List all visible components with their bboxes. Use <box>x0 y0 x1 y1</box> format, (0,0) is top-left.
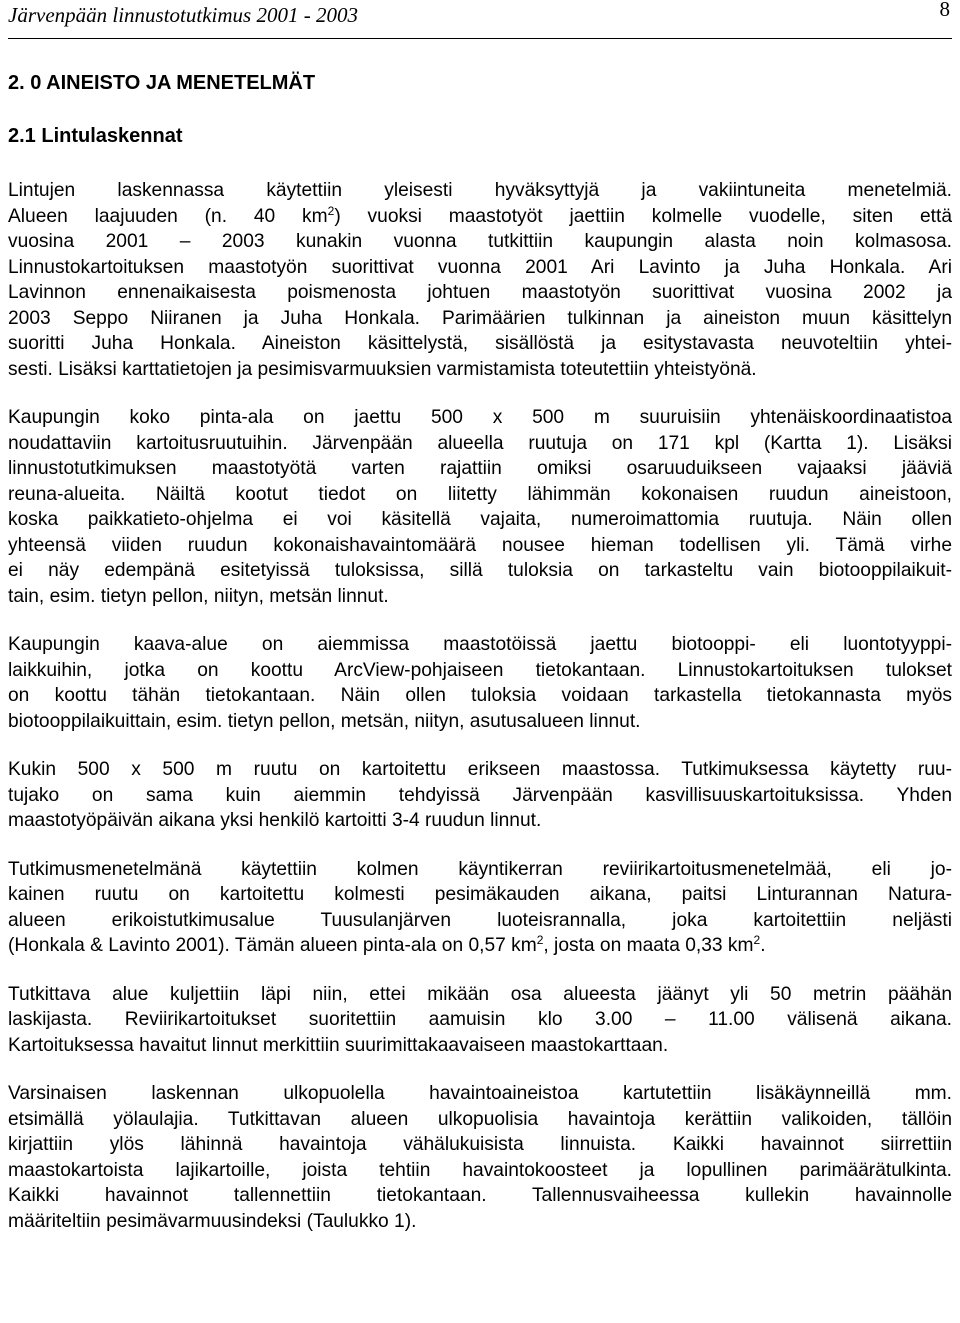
paragraph <box>8 632 952 734</box>
text-line: yhteensä viiden ruudun kokonaishavaintomäärä nousee hieman todellisen yli. Tämä virhe <box>8 534 952 556</box>
text-line: 2003 Seppo Niiranen ja Juha Honkala. Parimäärien tulkinnan ja aineiston muun käsittelyn <box>8 307 952 329</box>
page-header <box>8 0 952 39</box>
text-line: maastotyöpäivän aikana yksi henkilö kartoitti 3-4 ruudun linnut. <box>8 810 542 831</box>
running-header-title: Järvenpään linnustotutkimus 2001 - 2003 <box>8 3 358 27</box>
page-body <box>8 70 952 1234</box>
superscript: 2 <box>753 933 761 947</box>
superscript: 2 <box>327 203 335 218</box>
text-line: alueen erikoistutkimusalue Tuusulanjärven luoteisrannalla, joka kartoitettiin neljästi <box>8 909 952 931</box>
text-line: kainen ruutu on kartoitettu kolmesti pesimäkauden aikana, paitsi Linturannan Natura- <box>8 884 952 905</box>
text-line: biotooppilaikuittain, esim. tietyn pellon, metsän, niityn, asutusalueen linnut. <box>8 710 641 732</box>
text-line: määriteltiin pesimävarmuusindeksi (Taulukko 1). <box>8 1210 417 1232</box>
paragraph <box>8 757 952 834</box>
text-line: laikkuihin, jotka on koottu ArcView-pohjaiseen tietokantaan. Linnustokartoituksen tulokset <box>8 659 952 681</box>
text-line: koska paikkatieto-ohjelma ei voi käsitellä vajaita, numeroimattomia ruutuja. Näin ollen <box>8 509 952 530</box>
paragraph <box>8 1081 952 1234</box>
section-heading: 2. 0 AINEISTO JA MENETELMÄT <box>8 72 316 94</box>
paragraph <box>8 178 952 382</box>
text-line: suoritti Juha Honkala. Aineiston käsittelystä, sisällöstä ja esitystavasta neuvoteltiin yhtei- <box>8 333 952 354</box>
text-line: (Honkala & Lavinto 2001). Tämän alueen pinta-ala on 0,57 $km^2$, josta on maata 0,33 $km^2$. <box>8 933 766 956</box>
text-line: Kartoituksessa havaitut linnut merkittiin suurimittakaavaiseen maastokarttaan. <box>8 1034 669 1056</box>
text-line: Kaupungin koko pinta-ala on jaettu 500 x 500 m suuruisiin yhtenäiskoordinaatistoa <box>8 407 952 428</box>
text-line: Varsinaisen laskennan ulkopuolella havaintoaineistoa kartutettiin lisäkäynneillä mm. <box>8 1083 952 1104</box>
text-line: Tutkittava alue kuljettiin läpi niin, ettei mikään osa alueesta jäänyt yli 50 metrin päähän <box>8 983 952 1005</box>
text-line: etsimällä yölaulajia. Tutkittavan alueen ulkopuolisia havaintoja kerättiin valikoiden, tällöin <box>8 1108 952 1130</box>
text-line: Lavinnon ennenaikaisesta poismenosta johtuen maastotyön suorittivat vuosina 2002 ja <box>8 282 952 303</box>
text-line: maastokartoista lajikartoille, joista tehtiin havaintokoosteet ja lopullinen parimäärätulkinta. <box>8 1159 952 1181</box>
page-number: 8 <box>939 0 950 21</box>
paragraph <box>8 982 952 1059</box>
text-line: vuosina 2001 – 2003 kunakin vuonna tutkittiin kaupungin alasta noin kolmasosa. <box>8 231 952 252</box>
text-line: tujako on sama kuin aiemmin tehdyissä Järvenpään kasvillisuuskartoituksissa. Yhden <box>8 784 952 806</box>
text-line: Kaikki havainnot tallennettiin tietokantaan. Tallennusvaiheessa kullekin havainnolle <box>8 1185 952 1206</box>
text-line: noudattaviin kartoitusruutuihin. Järvenpään alueella ruutuja on 171 kpl (Kartta 1). Lisäksi <box>8 432 952 454</box>
text-line: on koottu tähän tietokantaan. Näin ollen tuloksia voidaan tarkastella tietokannasta myös <box>8 685 952 706</box>
paragraph <box>8 405 952 609</box>
body-text <box>8 178 952 1234</box>
text-line: Lintujen laskennassa käytettiin yleisesti hyväksyttyjä ja vakiintuneita menetelmiä. <box>8 180 952 201</box>
text-line: Kukin 500 x 500 m ruutu on kartoitettu erikseen maastossa. Tutkimuksessa käytetty ruu- <box>8 759 952 780</box>
text-line: Tutkimusmenetelmänä käytettiin kolmen käyntikerran reviirikartoitusmenetelmää, eli jo- <box>8 858 952 880</box>
text-line: kirjattiin ylös lähinnä havaintoja vähälukuisista linnuista. Kaikki havainnot siirrettiin <box>8 1134 952 1155</box>
paragraph <box>8 857 952 959</box>
text-line: Kaupungin kaava-alue on aiemmissa maastotöissä jaettu biotooppi- eli luontotyyppi- <box>8 634 952 655</box>
text-line: sesti. Lisäksi karttatietojen ja pesimisvarmuuksien varmistamista toteutettiin yhteistyönä. <box>8 358 757 380</box>
text-line: laskijasta. Reviirikartoitukset suoritettiin aamuisin klo 3.00 – 11.00 välisenä aikana. <box>8 1009 952 1030</box>
subsection-heading: 2.1 Lintulaskennat <box>8 125 183 147</box>
text-line: linnustotutkimuksen maastotyötä varten rajattiin omiksi osaruuduikseen vajaaksi jääviä <box>8 458 952 479</box>
text-line: ei näy edempänä esitetyissä tuloksissa, sillä tuloksia on tarkasteltu vain biotooppilaikuit- <box>8 560 952 581</box>
text-line: reuna-alueita. Näiltä kootut tiedot on liitetty lähimmän kokonaisen ruudun aineistoon, <box>8 483 952 505</box>
text-line: Alueen laajuuden (n. 40 $km^2$) vuoksi maastotyöt jaettiin kolmelle vuodelle, siten että <box>8 203 953 227</box>
superscript: 2 <box>536 933 544 947</box>
text-line: Linnustokartoituksen maastotyön suorittivat vuonna 2001 Ari Lavinto ja Juha Honkala. Ari <box>8 256 952 278</box>
text-line: tain, esim. tietyn pellon, niityn, metsän linnut. <box>8 585 389 607</box>
